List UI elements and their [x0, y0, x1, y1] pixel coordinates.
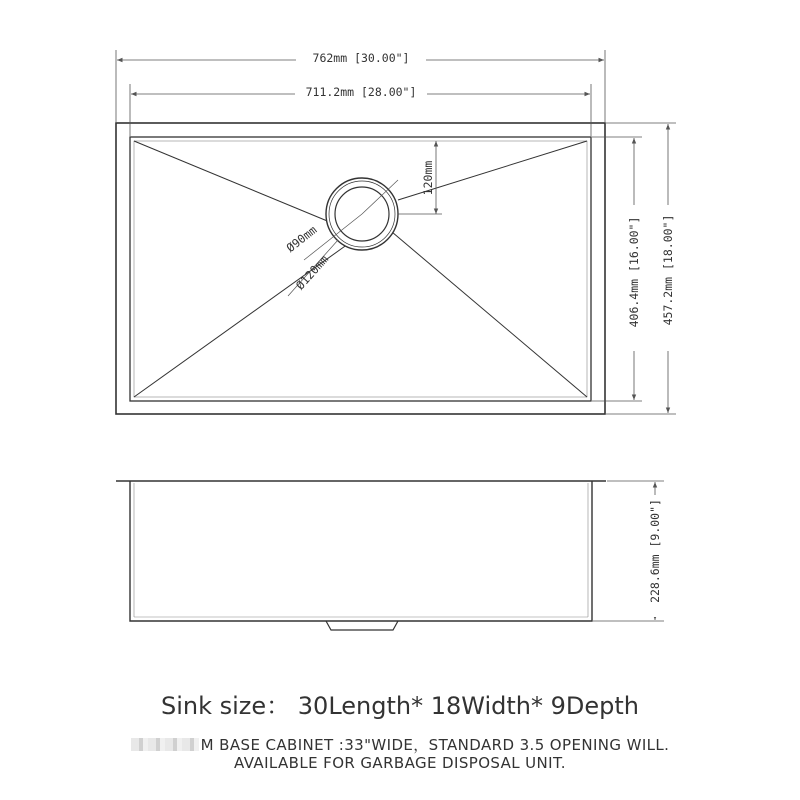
side-view: [116, 481, 606, 630]
inner-height-label: 406.4mm [16.00"]: [627, 216, 641, 328]
cabinet-note-line-2: AVAILABLE FOR GARBAGE DISPOSAL UNIT.: [234, 754, 566, 772]
top-view: [116, 123, 605, 414]
drain-flange-profile: [326, 621, 398, 630]
sink-side-profile: [130, 481, 592, 621]
outer-width-label: 762mm [30.00"]: [312, 51, 410, 65]
drain-offset-dimension: [398, 141, 442, 214]
cabinet-note-line-1: [0, 734, 800, 755]
inner-width-label: 711.2mm [28.00"]: [305, 85, 417, 99]
sink-size-caption: Sink size： 30Length* 18Width* 9Depth: [160, 692, 640, 720]
drain-outer-diameter-label: Ø120mm: [292, 252, 332, 293]
blurred-text: [131, 738, 199, 751]
fold-line-top-left: [134, 141, 337, 225]
depth-label: 228.6mm [9.00"]: [648, 499, 662, 603]
sink-outer-rim: [116, 123, 605, 414]
fold-line-bottom-right: [392, 232, 587, 397]
outer-height-label: 457.2mm [18.00"]: [661, 214, 675, 326]
cabinet-note-text: M BASE CABINET :33"WIDE，STANDARD 3.5 OPENING WILL.: [200, 736, 670, 754]
drain-offset-label: 120mm: [421, 160, 435, 196]
sink-inner-basin: [130, 137, 591, 401]
drain-inner-diameter-label: Ø90mm: [283, 222, 320, 256]
